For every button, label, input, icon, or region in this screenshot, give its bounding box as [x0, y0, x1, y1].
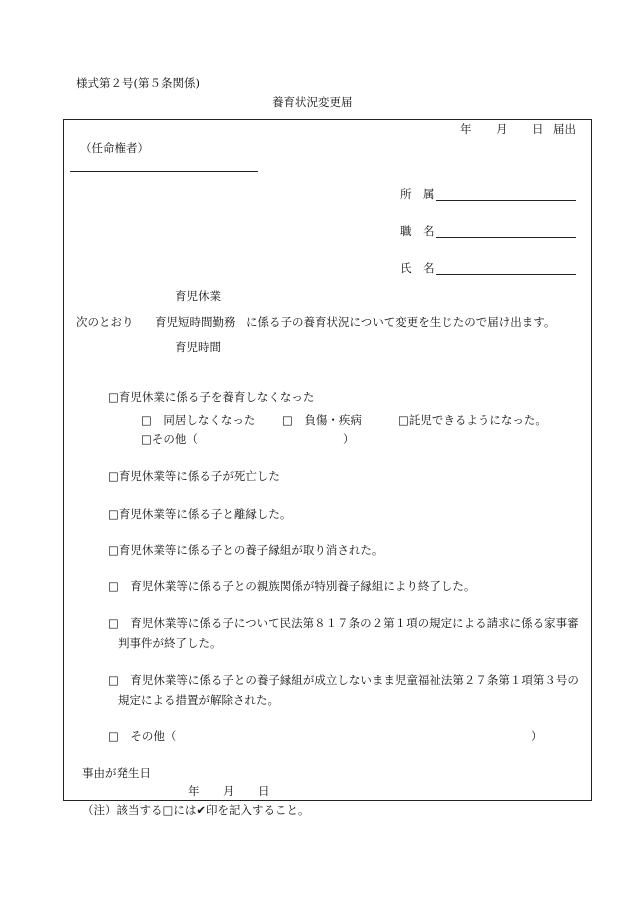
statement-prefix: 次のとおり	[76, 315, 134, 329]
affiliation-label: 所 属	[400, 187, 435, 201]
subitem-injury-illness[interactable]: □ 負傷・疾病	[282, 413, 362, 427]
subitem-other[interactable]: □その他（	[141, 432, 198, 446]
item-adoption-cancelled[interactable]: □育児休業等に係る子との養子縁組が取り消された。	[108, 543, 384, 557]
date-day-label: 日	[532, 122, 544, 136]
item-family-court-line1[interactable]: □ 育児休業等に係る子について民法第８１７条の２第１項の規定による請求に係る家事審	[108, 616, 579, 630]
date-month-label: 月	[496, 122, 508, 136]
date-suffix-label: 届出	[553, 122, 576, 136]
item-no-longer-caring[interactable]: □育児休業に係る子を養育しなくなった	[108, 390, 315, 404]
footnote: （注）該当する□には✔印を記入すること。	[82, 803, 310, 817]
item-family-court-line2: 判事件が終了した。	[118, 636, 222, 650]
leave-option-childcare-time: 育児時間	[175, 340, 221, 354]
item-other-close: ）	[531, 729, 543, 743]
subitem-not-cohabiting[interactable]: □ 同居しなくなった	[141, 413, 256, 427]
addressee-label: （任命権者）	[80, 141, 149, 155]
leave-option-childcare-leave: 育児休業	[175, 289, 221, 303]
item-other[interactable]: □ その他（	[108, 729, 177, 743]
item-dissolution[interactable]: □育児休業等に係る子と離縁した。	[108, 507, 292, 521]
occurrence-month: 月	[223, 784, 235, 798]
occurrence-label: 事由が発生日	[82, 766, 151, 780]
date-year-label: 年	[460, 122, 472, 136]
addressee-underline[interactable]	[70, 171, 258, 172]
item-special-adoption[interactable]: □ 育児休業等に係る子との親族関係が特別養子縁組により終了した。	[108, 579, 476, 593]
occurrence-day: 日	[258, 784, 270, 798]
item-welfare-measure-line1[interactable]: □ 育児休業等に係る子との養子縁組が成立しないまま児童福祉法第２７条第１項第３号の	[108, 673, 579, 687]
statement-suffix: に係る子の養育状況について変更を生じたので届け出ます。	[246, 315, 556, 329]
form-title: 養育状況変更届	[272, 95, 353, 109]
name-field[interactable]	[436, 274, 576, 275]
leave-option-short-hours: 育児短時間勤務	[155, 315, 236, 329]
subitem-other-close: ）	[343, 432, 355, 446]
affiliation-field[interactable]	[436, 200, 576, 201]
item-child-deceased[interactable]: □育児休業等に係る子が死亡した	[108, 469, 280, 483]
name-label: 氏 名	[400, 261, 435, 275]
position-label: 職 名	[400, 224, 435, 238]
subitem-daycare-available[interactable]: □託児できるようになった。	[398, 413, 547, 427]
position-field[interactable]	[436, 237, 576, 238]
occurrence-year: 年	[188, 784, 200, 798]
item-welfare-measure-line2: 規定による措置が解除された。	[118, 693, 279, 707]
form-number: 様式第２号(第５条関係)	[76, 76, 200, 90]
